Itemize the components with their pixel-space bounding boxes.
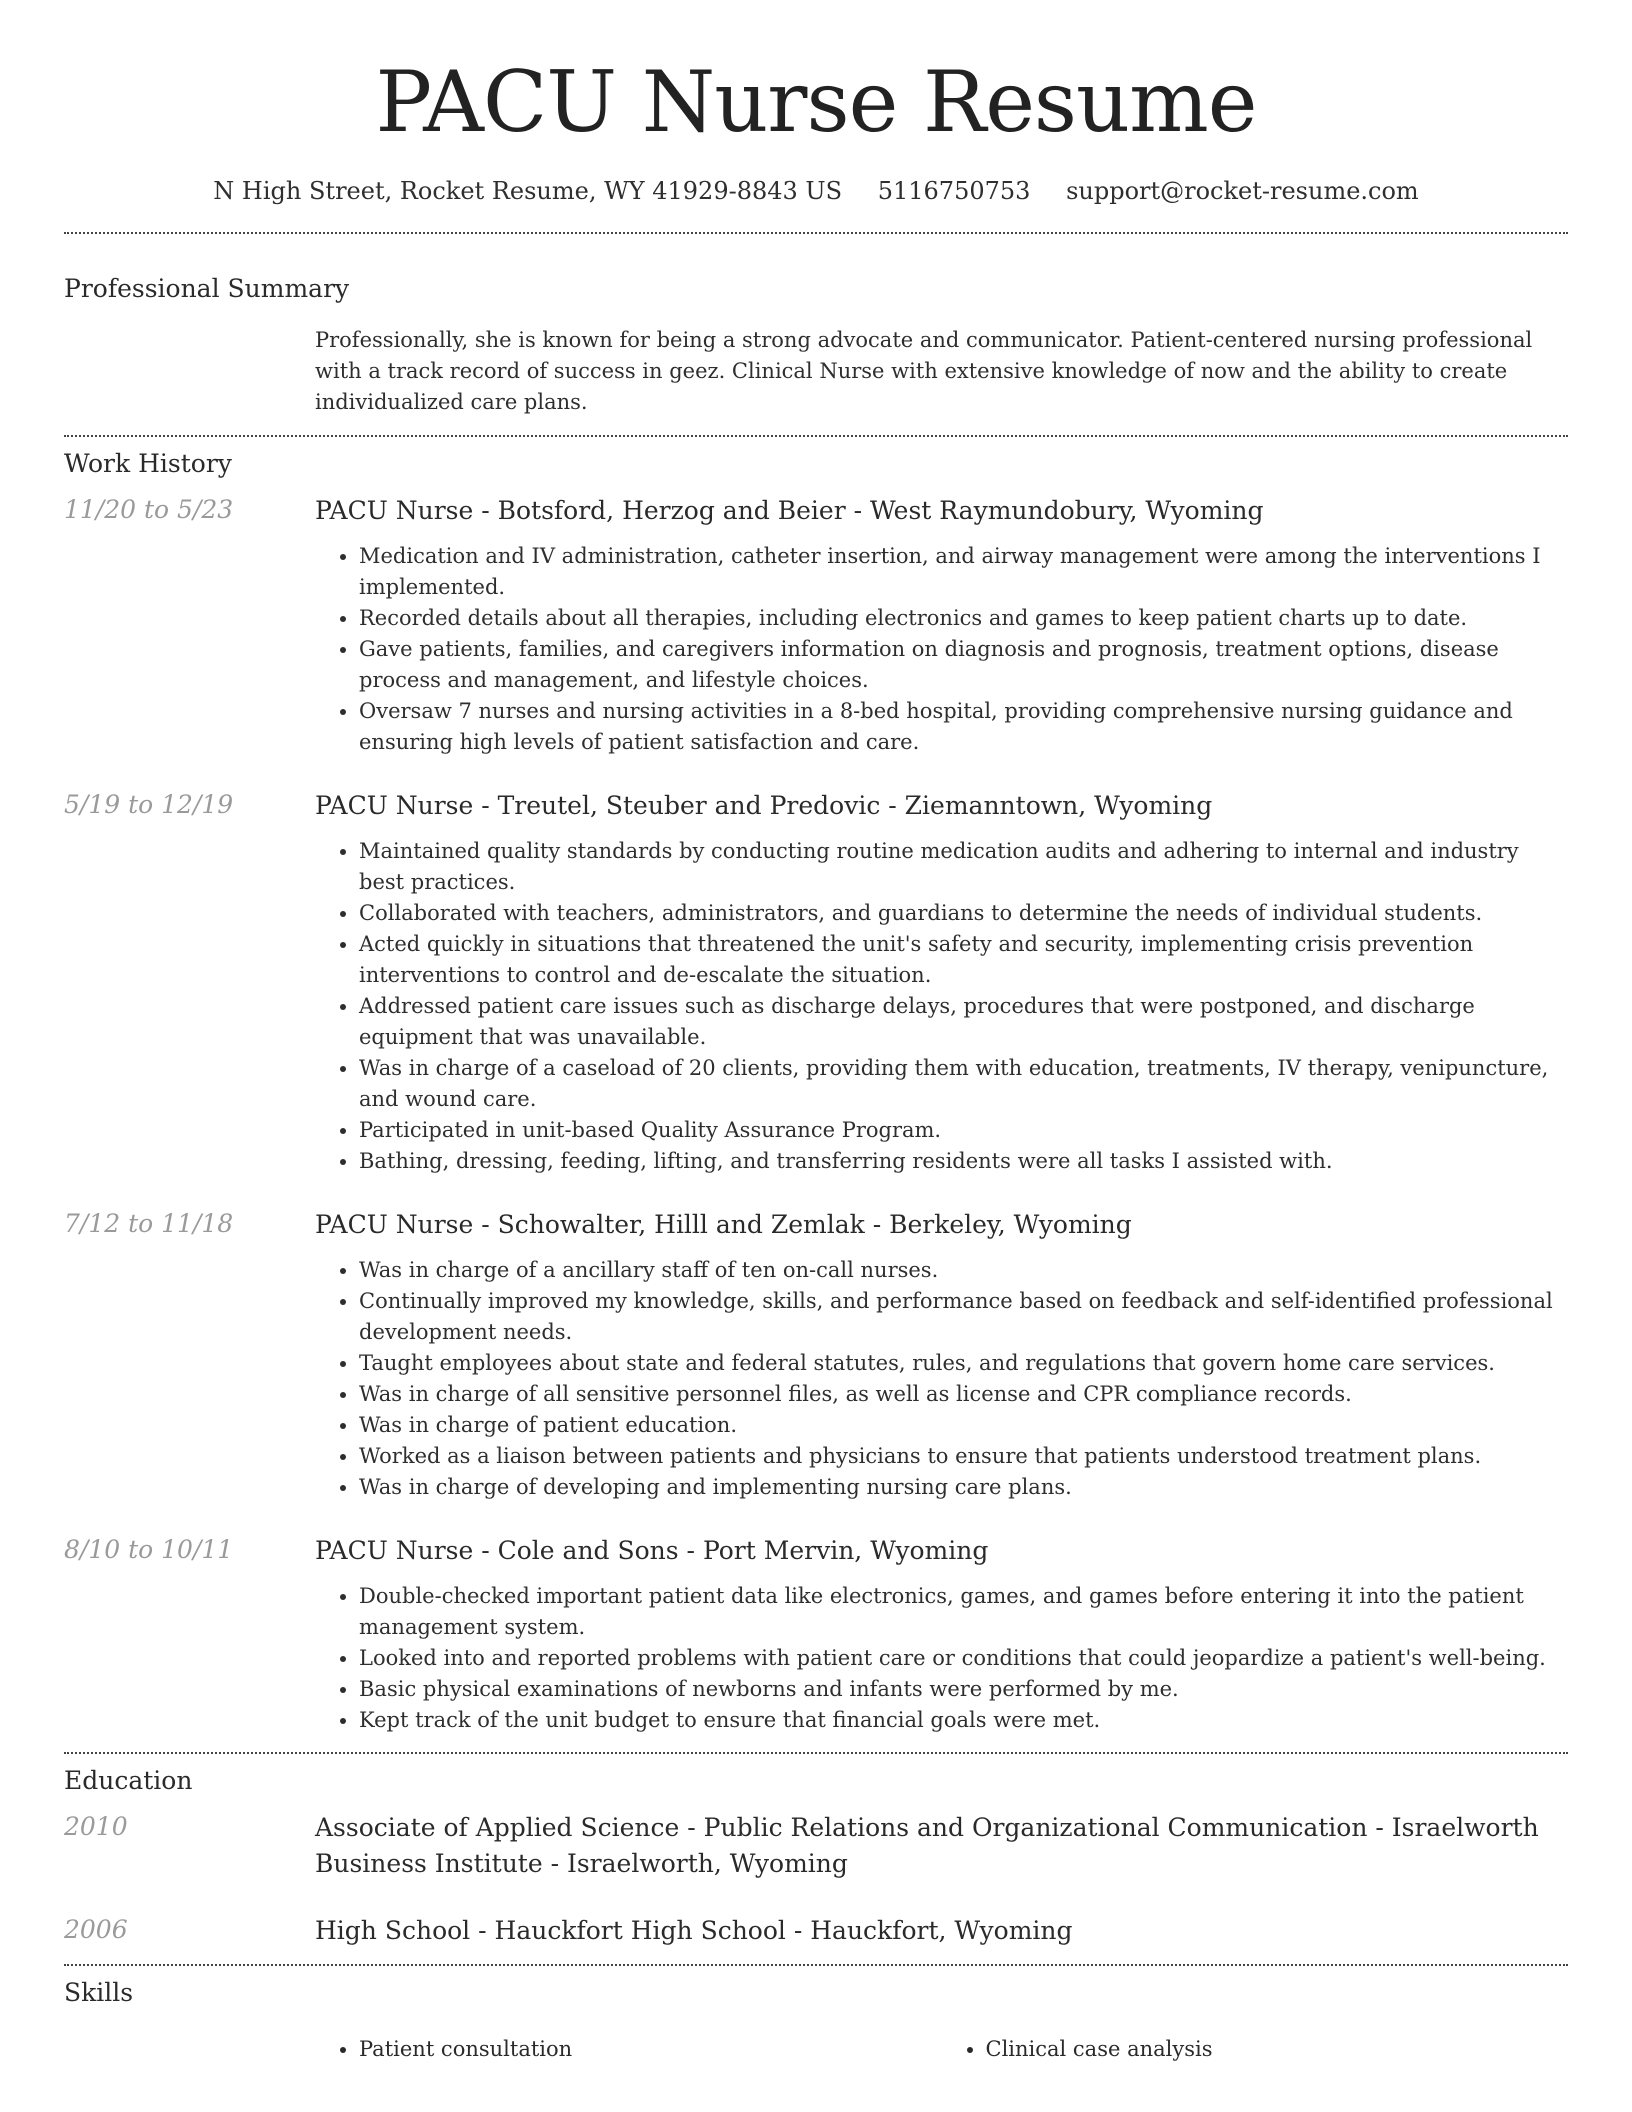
job-bullet: • Kept track of the unit budget to ensure that financial goals were met. (359, 1705, 1568, 1736)
education-title: High School - Hauckfort High School - Hauckfort, Wyoming (315, 1916, 1073, 1945)
job-bullet: • Bathing, dressing, feeding, lifting, and transferring residents were all tasks I assisted with. (359, 1146, 1568, 1177)
education-title: Associate of Applied Science - Public Relations and Organizational Communication - Israelworth Business Institute - Israelworth, Wyoming (315, 1813, 1539, 1878)
job-title: PACU Nurse - Cole and Sons - Port Mervin, Wyoming (315, 1536, 989, 1565)
skill-item: • Patient consultation (359, 2034, 942, 2065)
job-bullet: • Continually improved my knowledge, skills, and performance based on feedback and self-identified professional development needs. (359, 1286, 1568, 1348)
section-heading-work: Work History (64, 449, 232, 478)
job-details (315, 1533, 1568, 1736)
divider (64, 1964, 1568, 1966)
skill-item: • Clinical case analysis (986, 2034, 1569, 2065)
job-title: PACU Nurse - Schowalter, Hilll and Zemlak - Berkeley, Wyoming (315, 1210, 1132, 1239)
job-details (315, 788, 1568, 1177)
contact-email: support@rocket-resume.com (1066, 177, 1419, 205)
job-bullet: • Oversaw 7 nurses and nursing activities in a 8-bed hospital, providing comprehensive nursing guidance and ensuring high levels of patient satisfaction and care. (359, 696, 1568, 758)
job-bullet: • Looked into and reported problems with patient care or conditions that could jeopardize a patient's well-being. (359, 1643, 1568, 1674)
contact-line (0, 174, 1632, 208)
job-bullet: • Medication and IV administration, catheter insertion, and airway management were among the interventions I implemented. (359, 541, 1568, 603)
job-bullet: • Was in charge of patient education. (359, 1410, 1568, 1441)
education-year: 2006 (64, 1915, 128, 1944)
resume-title: PACU Nurse Resume (375, 53, 1257, 151)
section-heading-skills: Skills (64, 1978, 134, 2007)
divider (64, 435, 1568, 437)
job-details (315, 493, 1568, 758)
skills-list (315, 2034, 1568, 2065)
job-bullet: • Gave patients, families, and caregivers information on diagnosis and prognosis, treatment options, disease process and management, and lifestyle choices. (359, 634, 1568, 696)
job-bullet: • Taught employees about state and federal statutes, rules, and regulations that govern home care services. (359, 1348, 1568, 1379)
job-bullet: • Was in charge of all sensitive personnel files, as well as license and CPR compliance records. (359, 1379, 1568, 1410)
job-bullets (315, 1581, 1568, 1736)
job-bullet: • Collaborated with teachers, administrators, and guardians to determine the needs of individual students. (359, 898, 1568, 929)
job-entry (64, 493, 1568, 758)
job-entry (64, 788, 1568, 1177)
job-dates: 8/10 to 10/11 (64, 1535, 234, 1564)
job-bullets (315, 541, 1568, 758)
skills-column-left (315, 2034, 942, 2065)
section-heading-summary: Professional Summary (64, 274, 350, 303)
job-bullets (315, 836, 1568, 1177)
job-title: PACU Nurse - Treutel, Steuber and Predovic - Ziemanntown, Wyoming (315, 791, 1213, 820)
job-bullet: • Worked as a liaison between patients and physicians to ensure that patients understood treatment plans. (359, 1441, 1568, 1472)
education-details (315, 1810, 1568, 1882)
education-entry (64, 1913, 1568, 1949)
job-dates: 7/12 to 11/18 (64, 1209, 234, 1238)
divider (64, 1752, 1568, 1754)
job-entry (64, 1207, 1568, 1503)
job-bullet: • Was in charge of a caseload of 20 clients, providing them with education, treatments, IV therapy, venipuncture, and wound care. (359, 1053, 1568, 1115)
divider (64, 232, 1568, 234)
job-bullet: • Was in charge of a ancillary staff of ten on-call nurses. (359, 1255, 1568, 1286)
job-bullet: • Was in charge of developing and implementing nursing care plans. (359, 1472, 1568, 1503)
job-bullet: • Basic physical examinations of newborns and infants were performed by me. (359, 1674, 1568, 1705)
job-dates: 11/20 to 5/23 (64, 495, 234, 524)
job-title: PACU Nurse - Botsford, Herzog and Beier - West Raymundobury, Wyoming (315, 496, 1264, 525)
job-bullet: • Addressed patient care issues such as discharge delays, procedures that were postponed, and discharge equipment that was unavailable. (359, 991, 1568, 1053)
section-heading-education: Education (64, 1766, 193, 1795)
skills-column-right (942, 2034, 1569, 2065)
contact-phone: 5116750753 (877, 177, 1031, 205)
summary-text: Professionally, she is known for being a strong advocate and communicator. Patient-centered nursing professional with a track record of success in geez. Clinical Nurse with extensive knowledge of now and the ability to create individualized care plans. (315, 328, 1533, 414)
contact-address: N High Street, Rocket Resume, WY 41929-8843 US (213, 177, 843, 205)
job-bullet: • Double-checked important patient data like electronics, games, and games before entering it into the patient management system. (359, 1581, 1568, 1643)
education-entry (64, 1810, 1568, 1882)
job-entry (64, 1533, 1568, 1736)
job-bullet: • Participated in unit-based Quality Assurance Program. (359, 1115, 1568, 1146)
education-details (315, 1913, 1568, 1949)
job-bullet: • Maintained quality standards by conducting routine medication audits and adhering to internal and industry best practices. (359, 836, 1568, 898)
education-year: 2010 (64, 1812, 128, 1841)
job-details (315, 1207, 1568, 1503)
job-bullets (315, 1255, 1568, 1503)
job-bullet: • Acted quickly in situations that threatened the unit's safety and security, implementing crisis prevention interventions to control and de-escalate the situation. (359, 929, 1568, 991)
job-dates: 5/19 to 12/19 (64, 790, 234, 819)
job-bullet: • Recorded details about all therapies, including electronics and games to keep patient charts up to date. (359, 603, 1568, 634)
